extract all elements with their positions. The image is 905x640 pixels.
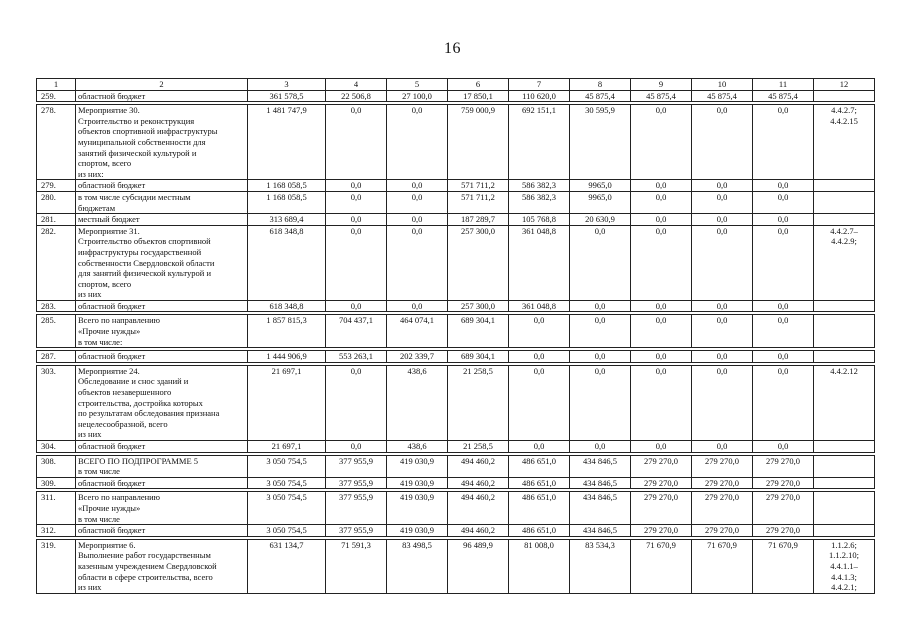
row-label-cell bbox=[76, 225, 248, 300]
value-cell: 434 846,5 bbox=[570, 477, 631, 489]
value-cell: 0,0 bbox=[753, 105, 814, 180]
label-line: Строительство объектов спортивной bbox=[78, 236, 211, 247]
header-cell: 1 bbox=[37, 79, 76, 91]
value-cell: 279 270,0 bbox=[631, 477, 692, 489]
header-cell: 12 bbox=[814, 79, 875, 91]
target-code-cell bbox=[814, 191, 875, 213]
target-code-cell bbox=[814, 300, 875, 312]
value-cell: 377 955,9 bbox=[326, 477, 387, 489]
label-line: муниципальной собственности для bbox=[78, 136, 206, 147]
label-line: Мероприятие 24. bbox=[78, 365, 140, 376]
page-number: 16 bbox=[444, 40, 461, 57]
table-row bbox=[37, 191, 875, 213]
value-cell: 71 670,9 bbox=[692, 539, 753, 593]
table-row bbox=[37, 492, 875, 525]
label-line: объектов незавершенного bbox=[78, 387, 172, 398]
value-cell: 1 168 058,5 bbox=[248, 180, 326, 192]
value-cell: 0,0 bbox=[326, 180, 387, 192]
value-cell: 1 481 747,9 bbox=[248, 105, 326, 180]
table-row bbox=[37, 300, 875, 312]
code-line: 4.4.2.7; bbox=[831, 105, 857, 116]
target-code-cell bbox=[814, 105, 875, 180]
value-cell: 202 339,7 bbox=[387, 351, 448, 363]
row-number-cell: 259. bbox=[37, 90, 76, 102]
value-cell: 571 711,2 bbox=[448, 180, 509, 192]
value-cell: 0,0 bbox=[692, 191, 753, 213]
value-cell: 419 030,9 bbox=[387, 477, 448, 489]
row-label-cell bbox=[76, 539, 248, 593]
value-cell: 279 270,0 bbox=[692, 525, 753, 537]
value-cell: 27 100,0 bbox=[387, 90, 448, 102]
table-row bbox=[37, 90, 875, 102]
row-label-cell bbox=[76, 455, 248, 477]
value-cell: 45 875,4 bbox=[631, 90, 692, 102]
header-cell: 4 bbox=[326, 79, 387, 91]
value-cell: 377 955,9 bbox=[326, 455, 387, 477]
row-number-cell: 285. bbox=[37, 315, 76, 348]
label-line: Всего по направлению bbox=[78, 492, 161, 503]
value-cell: 0,0 bbox=[387, 180, 448, 192]
value-cell: 419 030,9 bbox=[387, 525, 448, 537]
row-label-cell bbox=[76, 365, 248, 440]
value-cell: 0,0 bbox=[692, 105, 753, 180]
target-code-cell bbox=[814, 315, 875, 348]
value-cell: 689 304,1 bbox=[448, 315, 509, 348]
label-line: в том числе bbox=[78, 466, 120, 477]
table-row bbox=[37, 225, 875, 300]
value-cell: 0,0 bbox=[692, 365, 753, 440]
value-cell: 0,0 bbox=[692, 441, 753, 453]
value-cell: 0,0 bbox=[387, 300, 448, 312]
code-line: 1.1.2.10; bbox=[829, 550, 859, 561]
header-cell: 5 bbox=[387, 79, 448, 91]
value-cell: 22 506,8 bbox=[326, 90, 387, 102]
target-code-cell bbox=[814, 539, 875, 593]
value-cell: 0,0 bbox=[631, 225, 692, 300]
table-row bbox=[37, 105, 875, 180]
label-line: Мероприятие 30. bbox=[78, 105, 140, 116]
value-cell: 71 670,9 bbox=[631, 539, 692, 593]
label-line: в том числе bbox=[78, 513, 120, 524]
row-number-cell: 308. bbox=[37, 455, 76, 477]
label-line: занятий физической культурой и bbox=[78, 147, 197, 158]
code-line: 4.4.2.15 bbox=[830, 115, 858, 126]
value-cell: 21 258,5 bbox=[448, 441, 509, 453]
value-cell: 0,0 bbox=[631, 365, 692, 440]
value-cell: 438,6 bbox=[387, 441, 448, 453]
value-cell: 361 048,8 bbox=[509, 300, 570, 312]
value-cell: 586 382,3 bbox=[509, 191, 570, 213]
value-cell: 279 270,0 bbox=[631, 492, 692, 525]
row-label-cell bbox=[76, 105, 248, 180]
header-cell: 3 bbox=[248, 79, 326, 91]
value-cell: 486 651,0 bbox=[509, 492, 570, 525]
value-cell: 377 955,9 bbox=[326, 525, 387, 537]
value-cell: 105 768,8 bbox=[509, 214, 570, 226]
value-cell: 494 460,2 bbox=[448, 477, 509, 489]
value-cell: 0,0 bbox=[753, 225, 814, 300]
value-cell: 486 651,0 bbox=[509, 477, 570, 489]
row-label-cell bbox=[76, 214, 248, 226]
value-cell: 0,0 bbox=[631, 214, 692, 226]
value-cell: 71 670,9 bbox=[753, 539, 814, 593]
table-header-row bbox=[37, 79, 875, 91]
value-cell: 0,0 bbox=[326, 300, 387, 312]
table-body bbox=[37, 79, 875, 594]
code-line: 4.4.2.12 bbox=[830, 365, 858, 376]
table-row bbox=[37, 539, 875, 593]
label-line: Всего по направлению bbox=[78, 315, 161, 326]
value-cell: 257 300,0 bbox=[448, 300, 509, 312]
value-cell: 279 270,0 bbox=[692, 492, 753, 525]
label-line: «Прочие нужды» bbox=[78, 326, 141, 337]
target-code-cell bbox=[814, 214, 875, 226]
value-cell: 0,0 bbox=[753, 315, 814, 348]
value-cell: 9965,0 bbox=[570, 191, 631, 213]
value-cell: 419 030,9 bbox=[387, 492, 448, 525]
value-cell: 618 348,8 bbox=[248, 225, 326, 300]
label-line: нецелесообразной, всего bbox=[78, 418, 168, 429]
label-line: областной бюджет bbox=[78, 180, 146, 191]
label-line: Мероприятие 6. bbox=[78, 539, 136, 550]
value-cell: 96 489,9 bbox=[448, 539, 509, 593]
value-cell: 83 534,3 bbox=[570, 539, 631, 593]
row-label-cell bbox=[76, 300, 248, 312]
table-row bbox=[37, 455, 875, 477]
row-label-cell bbox=[76, 441, 248, 453]
value-cell: 0,0 bbox=[326, 191, 387, 213]
label-line: из них bbox=[78, 582, 102, 593]
label-line: в том числе субсидии местным bbox=[78, 191, 191, 202]
value-cell: 0,0 bbox=[753, 180, 814, 192]
value-cell: 553 263,1 bbox=[326, 351, 387, 363]
value-cell: 17 850,1 bbox=[448, 90, 509, 102]
row-number-cell: 311. bbox=[37, 492, 76, 525]
code-line: 4.4.2.9; bbox=[831, 236, 857, 247]
value-cell: 45 875,4 bbox=[753, 90, 814, 102]
target-code-cell bbox=[814, 492, 875, 525]
value-cell: 0,0 bbox=[326, 105, 387, 180]
row-number-cell: 283. bbox=[37, 300, 76, 312]
value-cell: 3 050 754,5 bbox=[248, 455, 326, 477]
row-number-cell: 304. bbox=[37, 441, 76, 453]
table-row bbox=[37, 351, 875, 363]
target-code-cell bbox=[814, 225, 875, 300]
row-label-cell bbox=[76, 351, 248, 363]
value-cell: 0,0 bbox=[570, 351, 631, 363]
value-cell: 704 437,1 bbox=[326, 315, 387, 348]
value-cell: 3 050 754,5 bbox=[248, 525, 326, 537]
value-cell: 486 651,0 bbox=[509, 455, 570, 477]
value-cell: 83 498,5 bbox=[387, 539, 448, 593]
value-cell: 0,0 bbox=[692, 315, 753, 348]
row-label-cell bbox=[76, 315, 248, 348]
label-line: областной бюджет bbox=[78, 300, 146, 311]
header-cell: 6 bbox=[448, 79, 509, 91]
value-cell: 1 444 906,9 bbox=[248, 351, 326, 363]
table-row bbox=[37, 315, 875, 348]
value-cell: 494 460,2 bbox=[448, 525, 509, 537]
value-cell: 0,0 bbox=[692, 180, 753, 192]
table-row bbox=[37, 441, 875, 453]
value-cell: 0,0 bbox=[570, 365, 631, 440]
label-line: объектов спортивной инфраструктуры bbox=[78, 126, 218, 137]
code-line: 4.4.2.1; bbox=[831, 582, 857, 593]
label-line: инфраструктуры государственной bbox=[78, 246, 202, 257]
value-cell: 0,0 bbox=[570, 315, 631, 348]
value-cell: 618 348,8 bbox=[248, 300, 326, 312]
value-cell: 45 875,4 bbox=[692, 90, 753, 102]
value-cell: 689 304,1 bbox=[448, 351, 509, 363]
label-line: Строительство и реконструкция bbox=[78, 115, 195, 126]
value-cell: 0,0 bbox=[753, 191, 814, 213]
value-cell: 279 270,0 bbox=[753, 455, 814, 477]
value-cell: 71 591,3 bbox=[326, 539, 387, 593]
label-line: Обследование и снос зданий и bbox=[78, 376, 189, 387]
value-cell: 586 382,3 bbox=[509, 180, 570, 192]
value-cell: 279 270,0 bbox=[753, 492, 814, 525]
value-cell: 0,0 bbox=[692, 300, 753, 312]
target-code-cell bbox=[814, 365, 875, 440]
value-cell: 279 270,0 bbox=[753, 477, 814, 489]
value-cell: 0,0 bbox=[326, 365, 387, 440]
value-cell: 81 008,0 bbox=[509, 539, 570, 593]
row-number-cell: 282. bbox=[37, 225, 76, 300]
value-cell: 45 875,4 bbox=[570, 90, 631, 102]
value-cell: 21 697,1 bbox=[248, 441, 326, 453]
value-cell: 0,0 bbox=[631, 441, 692, 453]
code-line: 4.4.1.1– bbox=[830, 560, 858, 571]
budget-table bbox=[36, 78, 875, 594]
label-line: собственности Свердловской области bbox=[78, 257, 215, 268]
value-cell: 0,0 bbox=[631, 315, 692, 348]
target-code-cell bbox=[814, 455, 875, 477]
row-number-cell: 278. bbox=[37, 105, 76, 180]
value-cell: 279 270,0 bbox=[692, 477, 753, 489]
row-label-cell bbox=[76, 90, 248, 102]
label-line: для занятий физической культурой и bbox=[78, 268, 211, 279]
value-cell: 0,0 bbox=[509, 441, 570, 453]
target-code-cell bbox=[814, 477, 875, 489]
table-row bbox=[37, 214, 875, 226]
value-cell: 0,0 bbox=[692, 214, 753, 226]
table-row bbox=[37, 365, 875, 440]
value-cell: 0,0 bbox=[753, 351, 814, 363]
value-cell: 0,0 bbox=[326, 214, 387, 226]
value-cell: 419 030,9 bbox=[387, 455, 448, 477]
value-cell: 0,0 bbox=[509, 315, 570, 348]
value-cell: 1 168 058,5 bbox=[248, 191, 326, 213]
table-row bbox=[37, 180, 875, 192]
label-line: местный бюджет bbox=[78, 214, 140, 225]
value-cell: 0,0 bbox=[570, 225, 631, 300]
value-cell: 0,0 bbox=[631, 180, 692, 192]
value-cell: 464 074,1 bbox=[387, 315, 448, 348]
label-line: Мероприятие 31. bbox=[78, 225, 140, 236]
label-line: областной бюджет bbox=[78, 477, 146, 488]
value-cell: 187 289,7 bbox=[448, 214, 509, 226]
value-cell: 257 300,0 bbox=[448, 225, 509, 300]
value-cell: 0,0 bbox=[631, 300, 692, 312]
value-cell: 3 050 754,5 bbox=[248, 492, 326, 525]
header-cell: 8 bbox=[570, 79, 631, 91]
header-cell: 2 bbox=[76, 79, 248, 91]
label-line: по результатам обследования признана bbox=[78, 408, 220, 419]
row-label-cell bbox=[76, 525, 248, 537]
code-line: 4.4.2.7– bbox=[830, 225, 858, 236]
value-cell: 434 846,5 bbox=[570, 455, 631, 477]
label-line: спортом, всего bbox=[78, 158, 132, 169]
header-cell: 7 bbox=[509, 79, 570, 91]
target-code-cell bbox=[814, 525, 875, 537]
code-line: 4.4.1.3; bbox=[831, 571, 857, 582]
value-cell: 0,0 bbox=[570, 441, 631, 453]
table-row bbox=[37, 525, 875, 537]
target-code-cell bbox=[814, 90, 875, 102]
value-cell: 494 460,2 bbox=[448, 455, 509, 477]
row-number-cell: 279. bbox=[37, 180, 76, 192]
value-cell: 0,0 bbox=[387, 214, 448, 226]
value-cell: 0,0 bbox=[692, 351, 753, 363]
value-cell: 631 134,7 bbox=[248, 539, 326, 593]
row-number-cell: 303. bbox=[37, 365, 76, 440]
value-cell: 279 270,0 bbox=[692, 455, 753, 477]
value-cell: 30 595,9 bbox=[570, 105, 631, 180]
row-number-cell: 309. bbox=[37, 477, 76, 489]
value-cell: 0,0 bbox=[387, 225, 448, 300]
label-line: бюджетам bbox=[78, 202, 116, 213]
value-cell: 438,6 bbox=[387, 365, 448, 440]
value-cell: 21 258,5 bbox=[448, 365, 509, 440]
value-cell: 0,0 bbox=[387, 105, 448, 180]
value-cell: 494 460,2 bbox=[448, 492, 509, 525]
row-number-cell: 287. bbox=[37, 351, 76, 363]
row-label-cell bbox=[76, 191, 248, 213]
value-cell: 377 955,9 bbox=[326, 492, 387, 525]
value-cell: 279 270,0 bbox=[631, 455, 692, 477]
value-cell: 279 270,0 bbox=[753, 525, 814, 537]
table-row bbox=[37, 477, 875, 489]
value-cell: 0,0 bbox=[631, 351, 692, 363]
header-cell: 11 bbox=[753, 79, 814, 91]
value-cell: 21 697,1 bbox=[248, 365, 326, 440]
value-cell: 0,0 bbox=[509, 365, 570, 440]
label-line: казенным учреждением Свердловской bbox=[78, 560, 217, 571]
value-cell: 0,0 bbox=[631, 191, 692, 213]
value-cell: 1 857 815,3 bbox=[248, 315, 326, 348]
value-cell: 434 846,5 bbox=[570, 525, 631, 537]
value-cell: 3 050 754,5 bbox=[248, 477, 326, 489]
row-number-cell: 319. bbox=[37, 539, 76, 593]
value-cell: 0,0 bbox=[509, 351, 570, 363]
value-cell: 20 630,9 bbox=[570, 214, 631, 226]
label-line: областной бюджет bbox=[78, 90, 146, 101]
label-line: областной бюджет bbox=[78, 351, 146, 362]
value-cell: 486 651,0 bbox=[509, 525, 570, 537]
value-cell: 361 048,8 bbox=[509, 225, 570, 300]
row-label-cell bbox=[76, 492, 248, 525]
value-cell: 0,0 bbox=[753, 441, 814, 453]
row-number-cell: 281. bbox=[37, 214, 76, 226]
label-line: ВСЕГО ПО ПОДПРОГРАММЕ 5 bbox=[78, 455, 199, 466]
row-number-cell: 312. bbox=[37, 525, 76, 537]
value-cell: 0,0 bbox=[692, 225, 753, 300]
value-cell: 313 689,4 bbox=[248, 214, 326, 226]
label-line: из них: bbox=[78, 168, 104, 179]
label-line: в том числе: bbox=[78, 336, 123, 347]
value-cell: 0,0 bbox=[753, 214, 814, 226]
value-cell: 0,0 bbox=[753, 365, 814, 440]
value-cell: 0,0 bbox=[570, 300, 631, 312]
label-line: областной бюджет bbox=[78, 525, 146, 536]
value-cell: 0,0 bbox=[326, 225, 387, 300]
label-line: «Прочие нужды» bbox=[78, 502, 141, 513]
value-cell: 434 846,5 bbox=[570, 492, 631, 525]
value-cell: 0,0 bbox=[631, 105, 692, 180]
value-cell: 759 000,9 bbox=[448, 105, 509, 180]
label-line: области в сфере строительства, всего bbox=[78, 571, 213, 582]
target-code-cell bbox=[814, 441, 875, 453]
target-code-cell bbox=[814, 180, 875, 192]
header-cell: 10 bbox=[692, 79, 753, 91]
value-cell: 692 151,1 bbox=[509, 105, 570, 180]
label-line: областной бюджет bbox=[78, 441, 146, 451]
value-cell: 110 620,0 bbox=[509, 90, 570, 102]
row-number-cell: 280. bbox=[37, 191, 76, 213]
header-cell: 9 bbox=[631, 79, 692, 91]
value-cell: 279 270,0 bbox=[631, 525, 692, 537]
row-label-cell bbox=[76, 477, 248, 489]
value-cell: 361 578,5 bbox=[248, 90, 326, 102]
label-line: из них bbox=[78, 289, 102, 300]
value-cell: 9965,0 bbox=[570, 180, 631, 192]
target-code-cell bbox=[814, 351, 875, 363]
row-label-cell bbox=[76, 180, 248, 192]
value-cell: 0,0 bbox=[326, 441, 387, 453]
label-line: строительства, достройка которых bbox=[78, 397, 203, 408]
label-line: спортом, всего bbox=[78, 278, 132, 289]
label-line: Выполнение работ государственным bbox=[78, 550, 211, 561]
code-line: 1.1.2.6; bbox=[831, 539, 857, 550]
value-cell: 0,0 bbox=[753, 300, 814, 312]
value-cell: 571 711,2 bbox=[448, 191, 509, 213]
label-line: из них bbox=[78, 429, 102, 440]
value-cell: 0,0 bbox=[387, 191, 448, 213]
